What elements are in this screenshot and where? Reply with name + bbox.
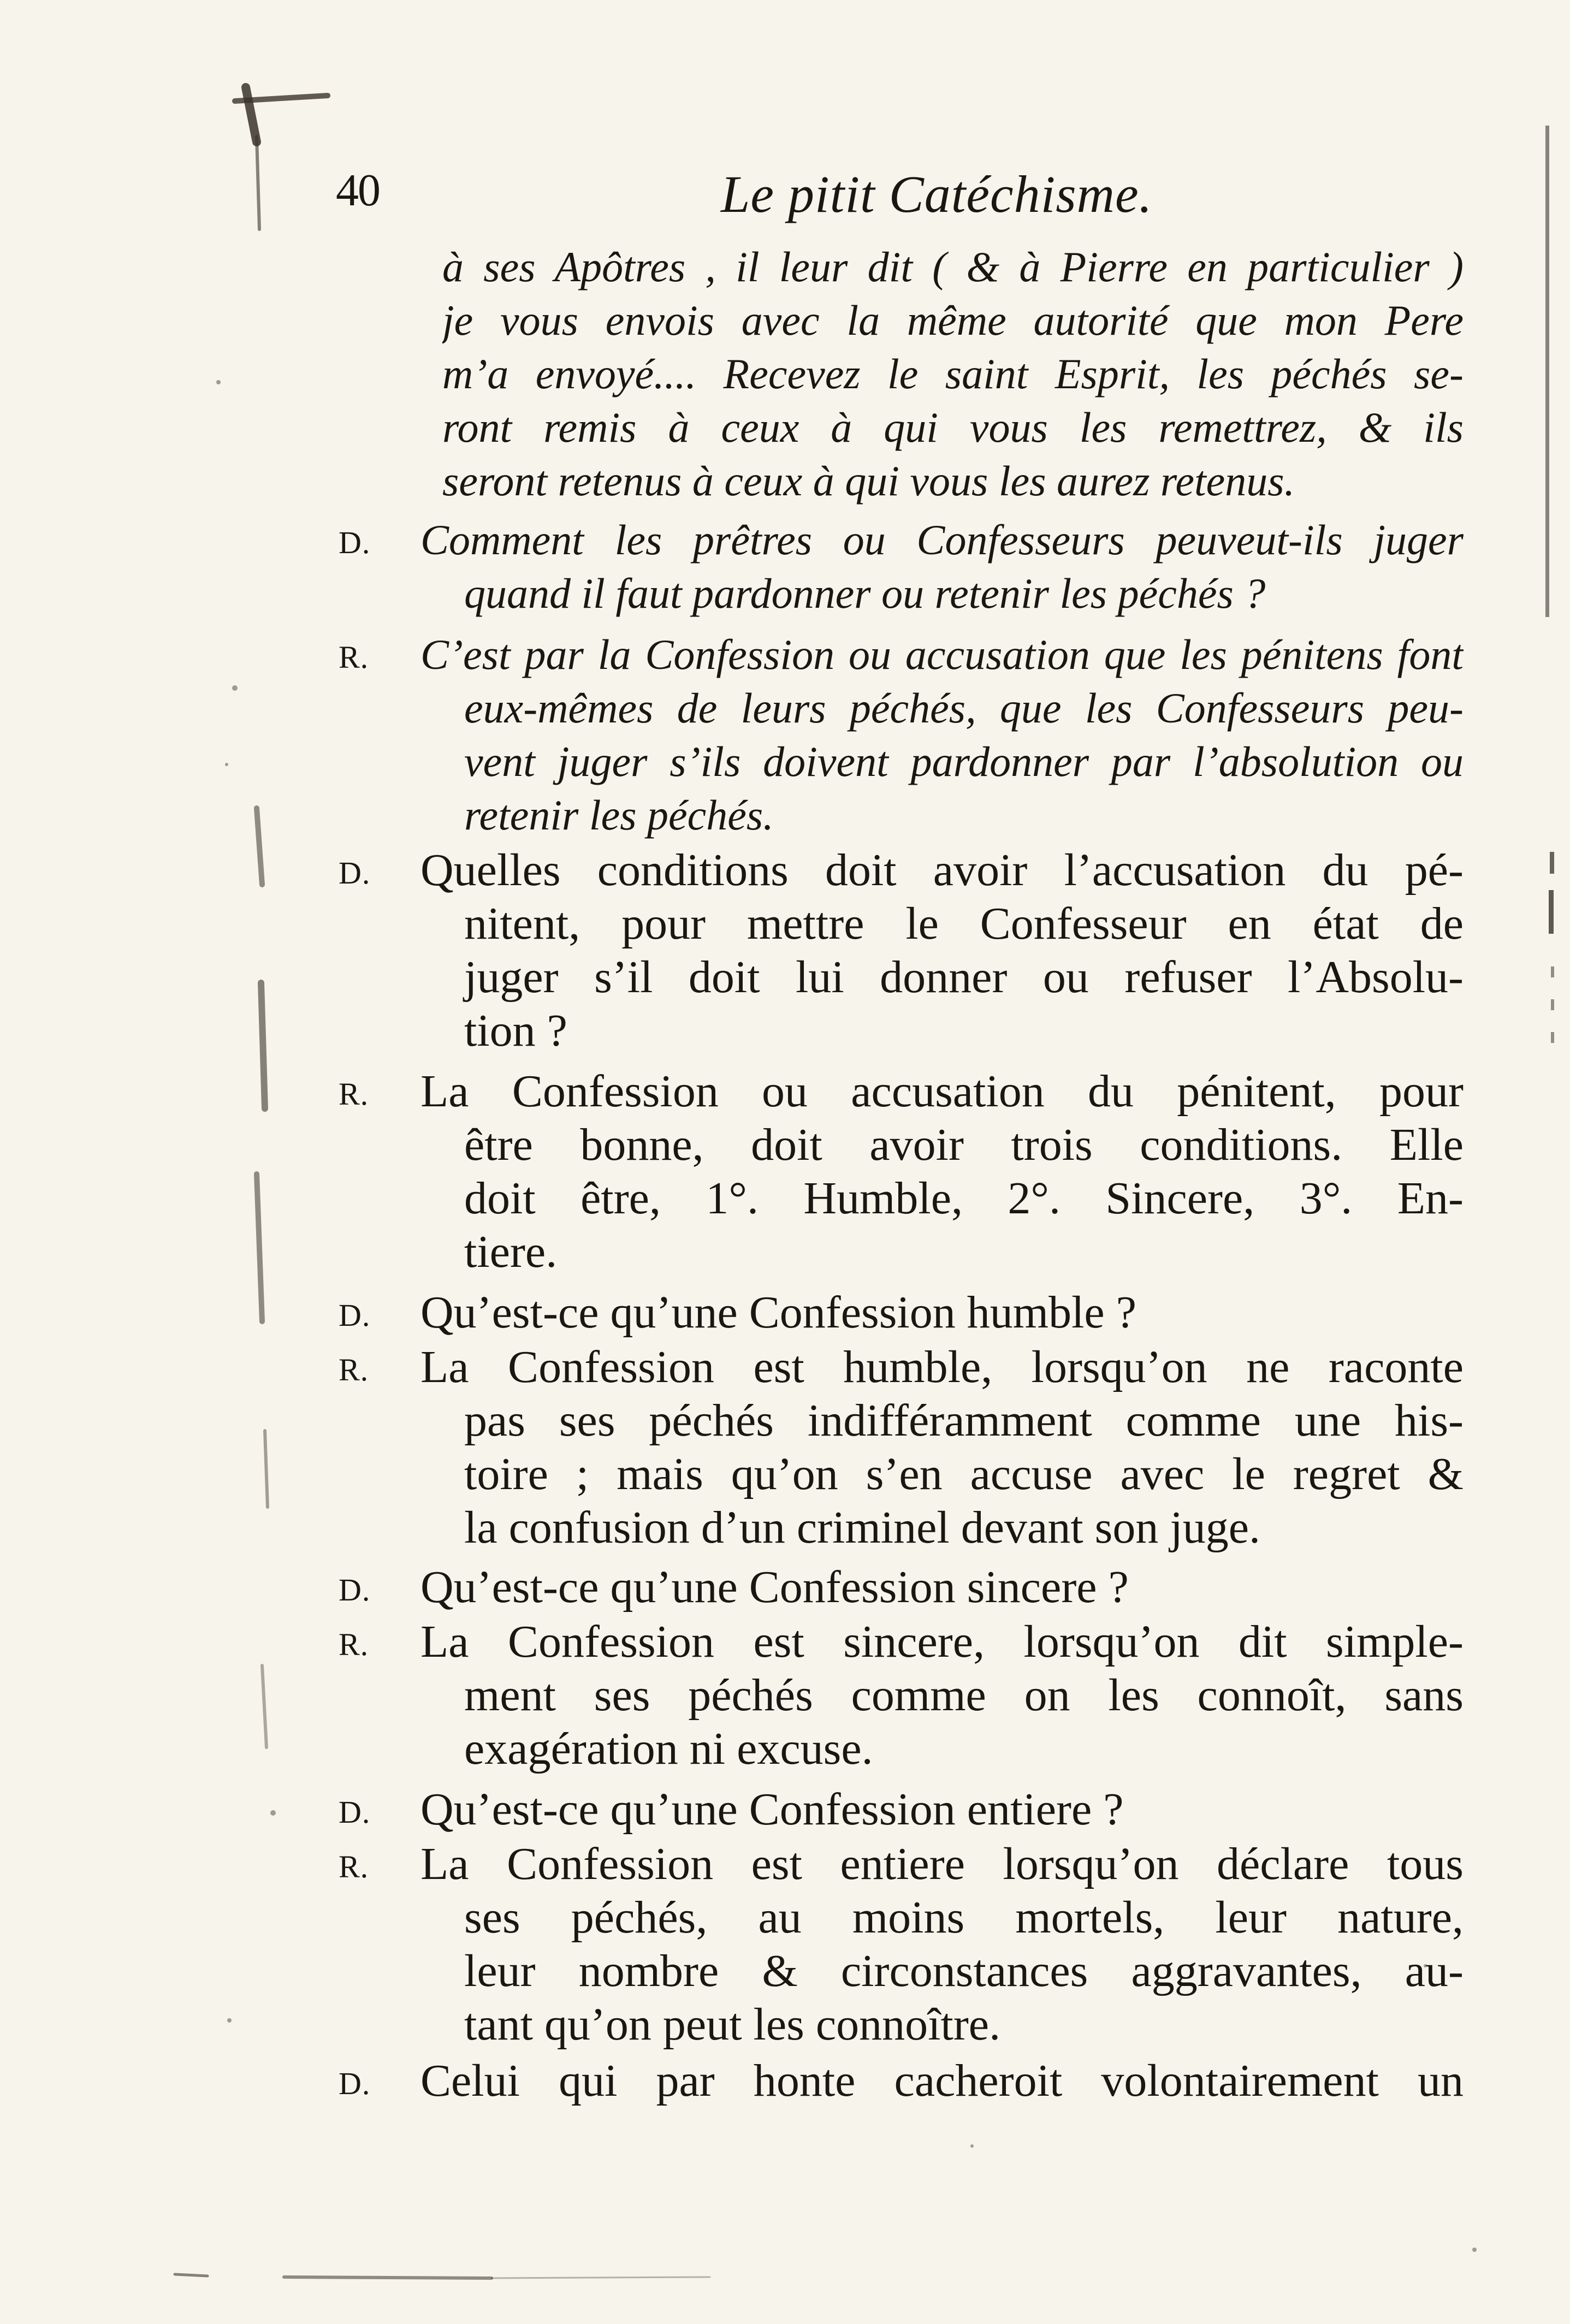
text-line: vent juger s’ils doivent pardonner par l’absolution ou [464, 738, 1464, 785]
paragraph-lines [420, 513, 1464, 620]
text-line: ses péchés, au moins mortels, leur nature, [464, 1892, 1464, 1943]
answer-marker: R. [339, 1352, 369, 1388]
text-line: Qu’est-ce qu’une Confession humble ? [420, 1287, 1136, 1338]
page-number: 40 [336, 165, 380, 216]
question-marker: D. [339, 2066, 371, 2101]
text-line: retenir les péchés. [464, 791, 774, 839]
answer-marker: R. [339, 1627, 369, 1662]
text-line: exagération ni excuse. [464, 1723, 873, 1774]
text-line: juger s’il doit lui donner ou refuser l’Absolu- [464, 952, 1464, 1003]
text-line: je vous envois avec la même autorité que mon Pere [442, 297, 1464, 344]
text-line: La Confession est sincere, lorsqu’on dit simple- [420, 1616, 1464, 1667]
paragraph-lines [420, 1615, 1464, 1776]
text-line: La Confession est entiere lorsqu’on déclare tous [420, 1839, 1464, 1889]
text-line: La Confession ou accusation du pénitent, pour [420, 1066, 1464, 1117]
text-line: pas ses péchés indifféramment comme une his- [464, 1395, 1464, 1446]
text-line: Celui qui par honte cacheroit volontairement un [420, 2055, 1464, 2106]
text-line: tion ? [464, 1005, 567, 1056]
text-line: Qu’est-ce qu’une Confession sincere ? [420, 1562, 1129, 1612]
text-line: nitent, pour mettre le Confesseur en état de [464, 898, 1464, 949]
text-line: m’a envoyé.... Recevez le saint Esprit, les péchés se- [442, 350, 1464, 398]
question-marker: D. [339, 1794, 371, 1830]
answer-marker: R. [339, 1849, 369, 1884]
text-line: leur nombre & circonstances aggravantes, au- [464, 1946, 1464, 1996]
text-line: à ses Apôtres , il leur dit ( & à Pierre en particulier ) [442, 243, 1464, 290]
text-line: tant qu’on peut les connoître. [464, 1999, 1001, 2050]
text-line: la confusion d’un criminel devant son juge. [464, 1502, 1260, 1553]
paragraph-lines [420, 844, 1464, 1058]
text-line: C’est par la Confession ou accusation que les pénitens font [420, 631, 1464, 678]
question-marker: D. [339, 855, 371, 891]
text-line: tiere. [464, 1226, 558, 1277]
text-line: La Confession est humble, lorsqu’on ne raconte [420, 1342, 1464, 1392]
text-line: Comment les prêtres ou Confesseurs peuveut-ils juger [420, 516, 1464, 564]
paragraph-lines [420, 1341, 1464, 1555]
text-line: seront retenus à ceux à qui vous les aurez retenus. [442, 457, 1295, 505]
paragraph-lines [420, 2054, 1464, 2108]
text-line: toire ; mais qu’on s’en accuse avec le regret & [464, 1449, 1464, 1499]
text-line: ront remis à ceux à qui vous les remettrez, & ils [442, 404, 1464, 451]
text-line: doit être, 1°. Humble, 2°. Sincere, 3°. En- [464, 1173, 1464, 1224]
paragraph-lines [420, 1065, 1464, 1279]
text-line: eux-mêmes de leurs péchés, que les Confesseurs peu- [464, 684, 1464, 732]
running-head: Le pitit Catéchisme. [721, 165, 1153, 223]
text-line: quand il faut pardonner ou retenir les péchés ? [464, 570, 1266, 617]
paragraph-lines [420, 1561, 1464, 1614]
question-marker: D. [339, 1572, 371, 1608]
text-line: Qu’est-ce qu’une Confession entiere ? [420, 1784, 1124, 1835]
text-line: ment ses péchés comme on les connoît, sans [464, 1670, 1464, 1721]
paragraph-lines [420, 1286, 1464, 1339]
question-marker: D. [339, 525, 371, 560]
question-marker: D. [339, 1297, 371, 1333]
text-line: être bonne, doit avoir trois conditions. Elle [464, 1119, 1464, 1170]
answer-marker: R. [339, 1076, 369, 1112]
paragraph-lines [420, 628, 1464, 842]
paragraph-lines [442, 240, 1464, 508]
answer-marker: R. [339, 639, 369, 675]
paragraph-lines [420, 1837, 1464, 2052]
paragraph-lines [420, 1783, 1464, 1836]
text-line: Quelles conditions doit avoir l’accusation du pé- [420, 845, 1464, 896]
